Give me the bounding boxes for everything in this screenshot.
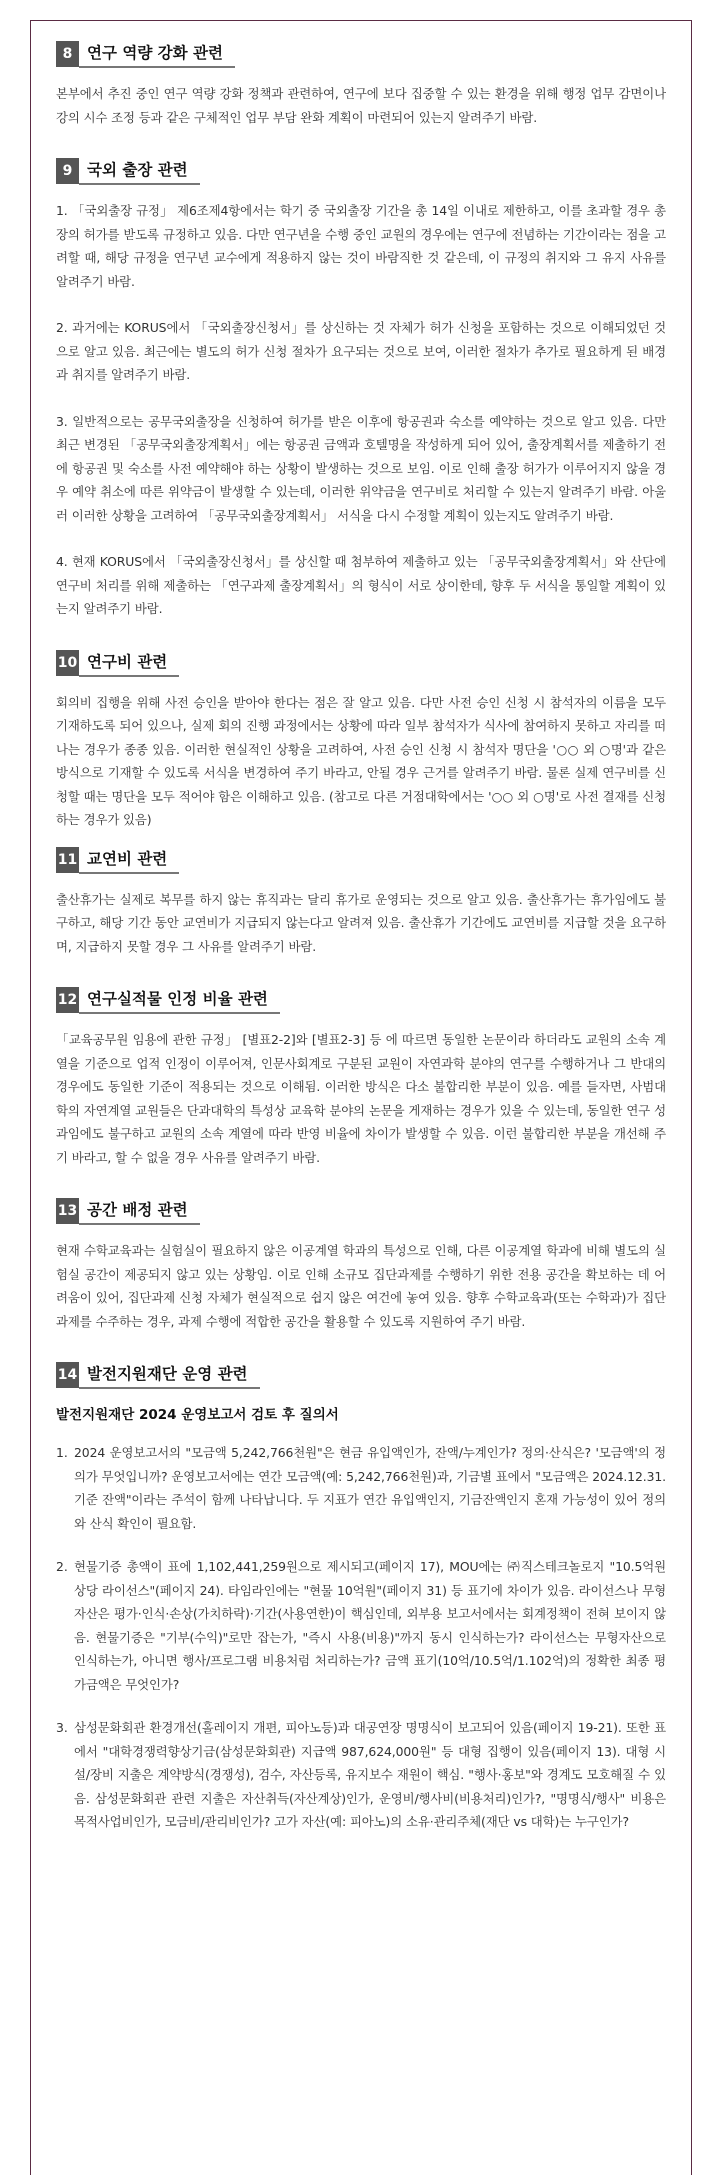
section-title: 발전지원재단 운영 관련 <box>79 1361 260 1389</box>
section-number: 13 <box>56 1198 79 1224</box>
section-number: 12 <box>56 987 79 1013</box>
list-number: 1. <box>56 1445 68 1460</box>
section-number: 14 <box>56 1362 79 1388</box>
section-number: 8 <box>56 41 79 67</box>
section-14 <box>56 1361 666 1834</box>
section-paragraph: 4. 현재 KORUS에서 「국외출장신청서」를 상신할 때 첨부하여 제출하고 있는 「공무국외출장계획서」와 산단에 연구비 처리를 위해 제출하는 「연구과제 출장계획서」의 형식이 서로 상이한데, 향후 두 서식을 통일할 계획이 있는지 알려주기 바람. <box>56 554 666 616</box>
section-paragraph: 3. 일반적으로는 공무국외출장을 신청하여 허가를 받은 이후에 항공권과 숙소를 예약하는 것으로 알고 있음. 다만 최근 변경된 「공무국외출장계획서」에는 항공권 금액과 호텔명을 작성하게 되어 있어, 출장계획서를 제출하기 전에 항공권 및 숙소를 사전 예약해야 하는 상황이 발생하는 것으로 보임. 이로 인해 출장 허가가 이루어지지 않을 경우 예약 취소에 따른 위약금이 발생할 수 있는데, 이러한 위약금을 연구비로 처리할 수 있는지 알려주기 바람. 아울러 이러한 상황을 고려하여 「공무국외출장계획서」 서식을 다시 수정할 계획이 있는지도 알려주기 바람. <box>56 413 666 523</box>
section-number: 11 <box>56 847 79 873</box>
section-header <box>56 986 666 1014</box>
section-paragraph: 「교육공무원 임용에 관한 규정」 [별표2-2]와 [별표2-3] 등 에 따르면 동일한 논문이라 하더라도 교원의 소속 계열을 기준으로 업적 인정이 이루어져, 인문사회계로 구분된 교원이 자연과학 분야의 연구를 수행하거나 그 반대의 경우에도 동일한 기준이 적용되는 것으로 이해됨. 이러한 방식은 다소 불합리한 부분이 있음. 예를 들자면, 사범대학의 자연계열 교원들은 단과대학의 특성상 교육학 분야의 논문을 게재하는 경우가 있을 수 있는데, 동일한 연구 성과임에도 불구하고 교원의 소속 계열에 따라 반영 비율에 차이가 발생할 수 있음. 이런 불합리한 부분을 개선해 주기 바라고, 할 수 없을 경우 사유를 알려주기 바람. <box>56 1032 666 1165</box>
section-10 <box>56 649 666 832</box>
section-header <box>56 40 666 68</box>
section-header <box>56 846 666 874</box>
section-number: 9 <box>56 158 79 184</box>
section-title: 연구실적물 인정 비율 관련 <box>79 986 280 1014</box>
document-content <box>56 40 666 1834</box>
list-text: 현물기증 총액이 표에 1,102,441,259원으로 제시되고(페이지 17), MOU에는 ㈜직스테크놀로지 "10.5억원 상당 라이선스"(페이지 24). 타임라인에는 "현물 10억원"(페이지 31) 등 표기에 차이가 있음. 라이선스나 무형자산은 평가·인식·손상(가치하락)·기간(사용연한)이 핵심인데, 외부용 보고서에서는 회계정책이 전혀 보이지 않음. 현물기증은 "기부(수익)"로만 잡는가, "즉시 사용(비용)"까지 동시 인식하는가? 라이선스는 무형자산으로 인식하는가, 아니면 행사/프로그램 비용처럼 처리하는가? 금액 표기(10억/10.5억/1.102억)의 정확한 최종 평가금액은 무엇인가? <box>74 1559 666 1692</box>
section-13 <box>56 1197 666 1333</box>
list-text: 삼성문화회관 환경개선(홀레이지 개편, 피아노등)과 대공연장 명명식이 보고되어 있음(페이지 19-21). 또한 표에서 "대학경쟁력향상기금(삼성문화회관) 지급액 987,624,000원" 등 대형 집행이 있음(페이지 13). 대형 시설/장비 지출은 계약방식(경쟁성), 검수, 자산등록, 유지보수 재원이 핵심. "행사·홍보"와 경계도 모호해질 수 있음. 삼성문화회관 관련 지출은 자산취득(자산계상)인가, 운영비/행사비(비용처리)인가?, "명명식/행사" 비용은 목적사업비인가, 모금비/관리비인가? 고가 자산(예: 피아노)의 소유·관리주체(재단 vs 대학)는 누구인가? <box>74 1720 666 1829</box>
section-title: 연구 역량 강화 관련 <box>79 40 235 68</box>
section-header <box>56 157 666 185</box>
section-header <box>56 649 666 677</box>
section-header <box>56 1197 666 1225</box>
section-12 <box>56 986 666 1169</box>
section-11 <box>56 846 666 959</box>
section-paragraph: 본부에서 추진 중인 연구 역량 강화 정책과 관련하여, 연구에 보다 집중할 수 있는 환경을 위해 행정 업무 감면이나 강의 시수 조정 등과 같은 구체적인 업무 부담 완화 계획이 마련되어 있는지 알려주기 바람. <box>56 86 666 125</box>
section-8 <box>56 40 666 129</box>
section-9 <box>56 157 666 621</box>
section-paragraph: 회의비 집행을 위해 사전 승인을 받아야 한다는 점은 잘 알고 있음. 다만 사전 승인 신청 시 참석자의 이름을 모두 기재하도록 되어 있으나, 실제 회의 진행 과정에서는 상황에 따라 일부 참석자가 식사에 참여하지 못하고 자리를 떠나는 경우가 종종 있음. 이러한 현실적인 상황을 고려하여, 사전 승인 신청 시 참석자 명단을 '○○ 외 ○명'과 같은 방식으로 기재할 수 있도록 서식을 변경하여 주기 바라고, 안될 경우 근거를 알려주기 바람. 물론 실제 연구비를 신청할 때는 명단을 모두 적어야 함은 이해하고 있음. (참고로 다른 거점대학에서는 '○○ 외 ○명'로 사전 결재를 신청하는 경우가 있음) <box>56 694 666 827</box>
section-paragraph: 1. 「국외출장 규정」 제6조제4항에서는 학기 중 국외출장 기간을 총 14일 이내로 제한하고, 이를 초과할 경우 총장의 허가를 받도록 규정하고 있음. 다만 연구년을 수행 중인 교원의 경우에는 연구에 전념하는 기간이라는 점을 고려할 때, 해당 규정을 연구년 교수에게 적용하지 않는 것이 바람직한 것 같은데, 이 규정의 취지와 그 유지 사유를 알려주기 바람. <box>56 203 666 289</box>
section-number: 10 <box>56 650 79 676</box>
section-paragraph: 출산휴가는 실제로 복무를 하지 않는 휴직과는 달리 휴가로 운영되는 것으로 알고 있음. 출산휴가는 휴가임에도 불구하고, 해당 기간 동안 교연비가 지급되지 않는다고 알려져 있음. 출산휴가 기간에도 교연비를 지급할 것을 요구하며, 지급하지 못할 경우 그 사유를 알려주기 바람. <box>56 891 666 954</box>
list-number: 3. <box>56 1720 68 1735</box>
list-number: 2. <box>56 1559 68 1574</box>
list-item <box>56 1555 666 1696</box>
section-subheading: 발전지원재단 2024 운영보고서 검토 후 질의서 <box>56 1407 339 1423</box>
section-title: 국외 출장 관련 <box>79 157 200 185</box>
section-title: 연구비 관련 <box>79 649 179 677</box>
section-paragraph: 현재 수학교육과는 실험실이 필요하지 않은 이공계열 학과의 특성으로 인해, 다른 이공계열 학과에 비해 별도의 실험실 공간이 제공되지 않고 있는 상황임. 이로 인해 소규모 집단과제를 수행하기 위한 전용 공간을 확보하는 데 어려움이 있어, 집단과제 신청 자체가 현실적으로 쉽지 않은 여건에 놓여 있음. 향후 수학교육과(또는 수학과)가 집단과제를 수주하는 경우, 과제 수행에 적합한 공간을 활용할 수 있도록 지원하여 주기 바람. <box>56 1243 666 1329</box>
section-title: 공간 배정 관련 <box>79 1197 200 1225</box>
section-header <box>56 1361 666 1389</box>
section-paragraph: 2. 과거에는 KORUS에서 「국외출장신청서」를 상신하는 것 자체가 허가 신청을 포함하는 것으로 이해되었던 것으로 알고 있음. 최근에는 별도의 허가 신청 절차가 요구되는 것으로 보여, 이러한 절차가 추가로 필요하게 된 배경과 취지를 알려주기 바람. <box>56 320 666 382</box>
list-text: 2024 운영보고서의 "모금액 5,242,766천원"은 현금 유입액인가, 잔액/누계인가? 정의·산식은? '모금액'의 정의가 무엇입니까? 운영보고서에는 연간 모금액(예: 5,242,766천원)과, 기금별 표에서 "모금액은 2024.12.31. 기준 잔액"이라는 주석이 함께 나타납니다. 두 지표가 연간 유입액인지, 기금잔액인지 혼재 가능성이 있어 정의와 산식 확인이 필요함. <box>74 1445 666 1531</box>
section-title: 교연비 관련 <box>79 846 179 874</box>
list-item <box>56 1716 666 1834</box>
list-item <box>56 1441 666 1535</box>
